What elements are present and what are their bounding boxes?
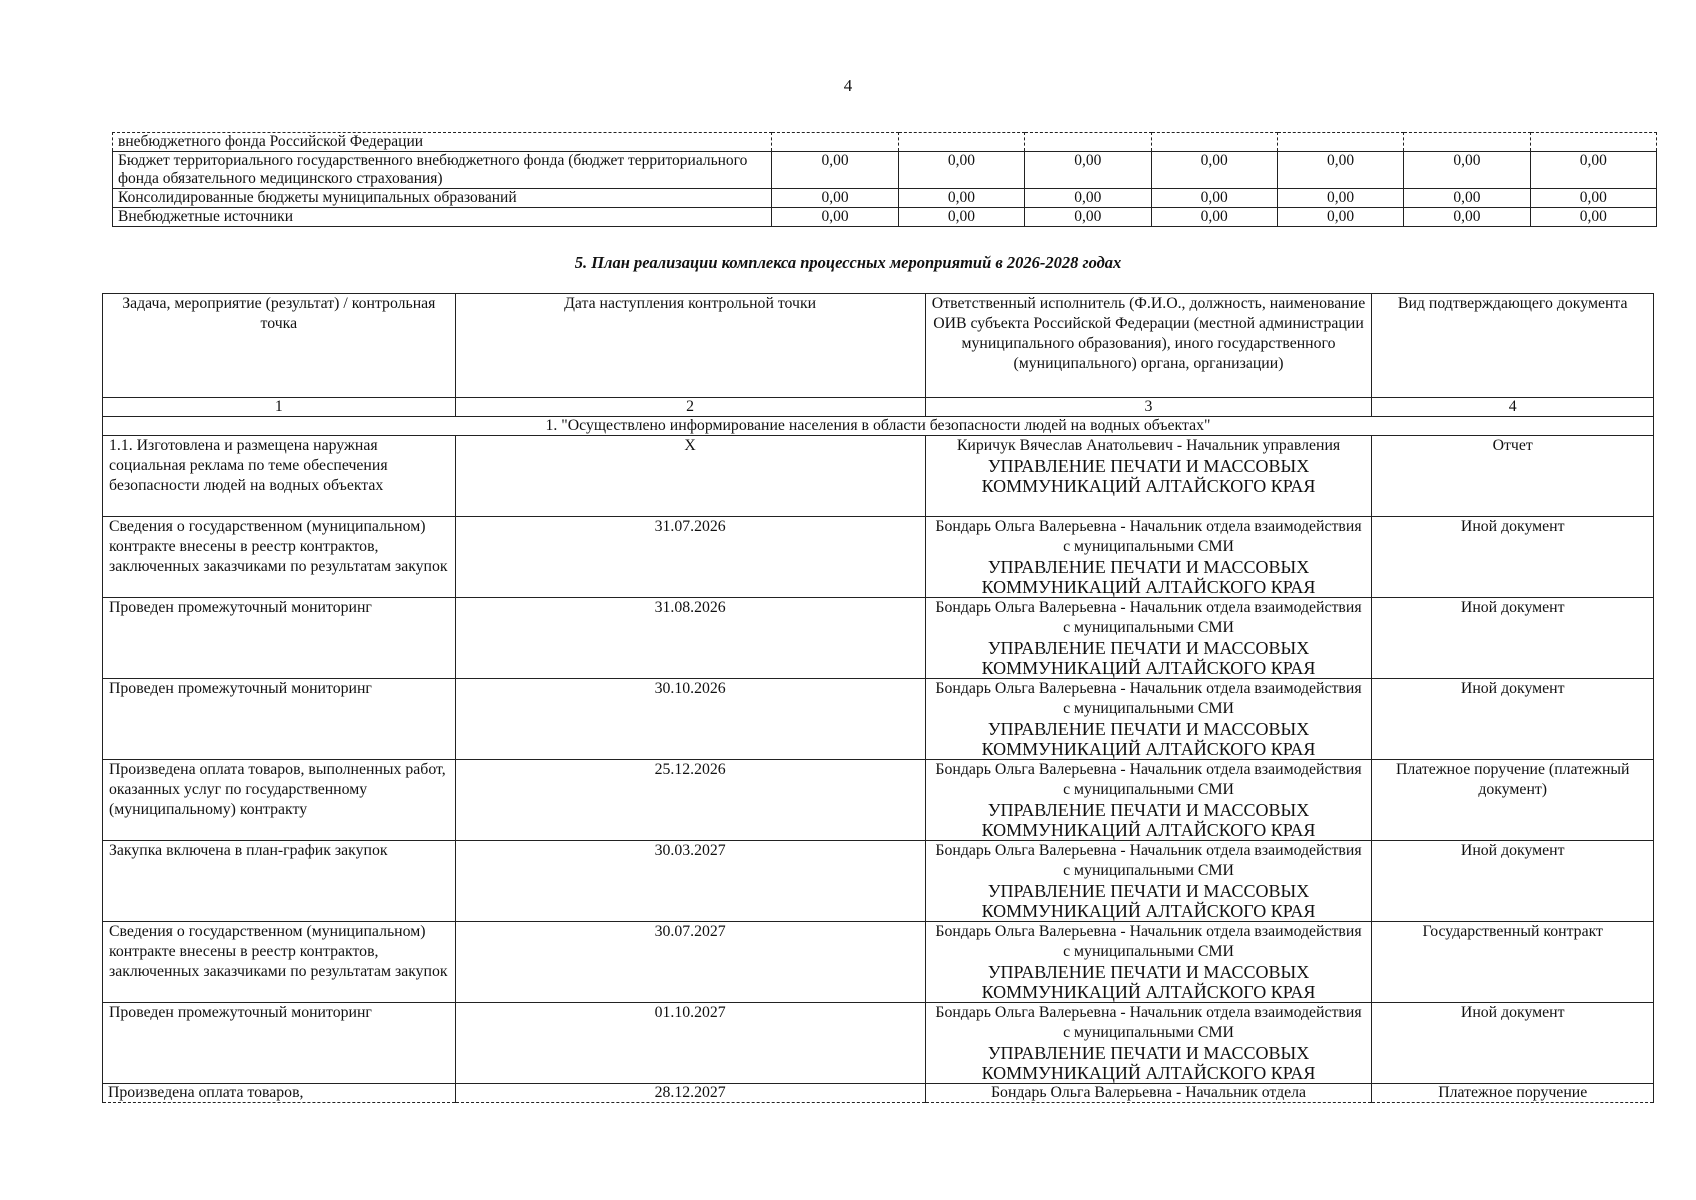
funding-value: 0,00 <box>1151 152 1277 189</box>
column-number: 2 <box>455 398 925 417</box>
plan-date: 28.12.2027 <box>455 1084 925 1103</box>
funding-value <box>898 133 1024 152</box>
plan-task: Проведен промежуточный мониторинг <box>103 1003 456 1084</box>
header-row <box>103 294 1654 398</box>
responsible-person: Бондарь Ольга Валерьевна - Начальник отдела взаимодействия с муниципальными СМИ <box>935 599 1362 636</box>
funding-value: 0,00 <box>898 208 1024 227</box>
funding-value <box>772 133 898 152</box>
plan-row <box>103 517 1654 598</box>
responsible-organization: УПРАВЛЕНИЕ ПЕЧАТИ И МАССОВЫХ КОММУНИКАЦИЙ АЛТАЙСКОГО КРАЯ <box>981 962 1316 1002</box>
responsible-organization: УПРАВЛЕНИЕ ПЕЧАТИ И МАССОВЫХ КОММУНИКАЦИЙ АЛТАЙСКОГО КРАЯ <box>981 456 1316 496</box>
plan-row <box>103 679 1654 760</box>
plan-date: 25.12.2026 <box>455 760 925 841</box>
plan-responsible <box>925 841 1372 922</box>
plan-responsible: Бондарь Ольга Валерьевна - Начальник отдела <box>925 1084 1372 1103</box>
plan-date: 30.10.2026 <box>455 679 925 760</box>
plan-task: Сведения о государственном (муниципальном) контракте внесены в реестр контрактов, заключенных заказчиками по результатам закупок <box>103 517 456 598</box>
plan-task: 1.1. Изготовлена и размещена наружная социальная реклама по теме обеспечения безопасности людей на водных объектах <box>103 436 456 517</box>
funding-value <box>1151 133 1277 152</box>
plan-document-type: Иной документ <box>1372 841 1654 922</box>
funding-sources-table <box>112 132 1657 227</box>
header-task: Задача, мероприятие (результат) / контрольная точка <box>103 294 456 398</box>
plan-document-type: Иной документ <box>1372 517 1654 598</box>
header-document: Вид подтверждающего документа <box>1372 294 1654 398</box>
responsible-organization: УПРАВЛЕНИЕ ПЕЧАТИ И МАССОВЫХ КОММУНИКАЦИЙ АЛТАЙСКОГО КРАЯ <box>981 638 1316 678</box>
responsible-person: Бондарь Ольга Валерьевна - Начальник отдела взаимодействия с муниципальными СМИ <box>935 518 1362 555</box>
section-title: 5. План реализации комплекса процессных мероприятий в 2026-2028 годах <box>574 253 1122 272</box>
plan-task: Сведения о государственном (муниципальном) контракте внесены в реестр контрактов, заключенных заказчиками по результатам закупок <box>103 922 456 1003</box>
plan-responsible <box>925 922 1372 1003</box>
page-number: 4 <box>843 76 853 95</box>
plan-responsible <box>925 760 1372 841</box>
funding-value <box>1404 133 1530 152</box>
column-number: 1 <box>103 398 456 417</box>
plan-task: Проведен промежуточный мониторинг <box>103 598 456 679</box>
plan-row <box>103 841 1654 922</box>
responsible-person: Бондарь Ольга Валерьевна - Начальник отдела взаимодействия с муниципальными СМИ <box>935 842 1362 879</box>
responsible-organization: УПРАВЛЕНИЕ ПЕЧАТИ И МАССОВЫХ КОММУНИКАЦИЙ АЛТАЙСКОГО КРАЯ <box>981 719 1316 759</box>
plan-date: 31.07.2026 <box>455 517 925 598</box>
plan-responsible <box>925 1003 1372 1084</box>
plan-date: 30.07.2027 <box>455 922 925 1003</box>
plan-document-type: Платежное поручение <box>1372 1084 1654 1103</box>
plan-row <box>103 1003 1654 1084</box>
funding-value: 0,00 <box>1277 152 1403 189</box>
funding-value: 0,00 <box>1404 189 1530 208</box>
plan-document-type: Иной документ <box>1372 598 1654 679</box>
responsible-organization: УПРАВЛЕНИЕ ПЕЧАТИ И МАССОВЫХ КОММУНИКАЦИЙ АЛТАЙСКОГО КРАЯ <box>981 1043 1316 1083</box>
funding-source: Бюджет территориального государственного внебюджетного фонда (бюджет территориального фонда обязательного медицинского страхования) <box>113 152 772 189</box>
plan-task: Проведен промежуточный мониторинг <box>103 679 456 760</box>
funding-value <box>1277 133 1403 152</box>
funding-value <box>1025 133 1151 152</box>
implementation-plan-table <box>102 293 1654 1103</box>
column-numbers-row <box>103 398 1654 417</box>
funding-source: внебюджетного фонда Российской Федерации <box>113 133 772 152</box>
header-date: Дата наступления контрольной точки <box>455 294 925 398</box>
funding-value: 0,00 <box>772 208 898 227</box>
funding-value: 0,00 <box>898 189 1024 208</box>
responsible-organization: УПРАВЛЕНИЕ ПЕЧАТИ И МАССОВЫХ КОММУНИКАЦИЙ АЛТАЙСКОГО КРАЯ <box>981 557 1316 597</box>
plan-row <box>103 436 1654 517</box>
funding-row <box>113 133 1657 152</box>
plan-task: Произведена оплата товаров, выполненных работ, оказанных услуг по государственному (муниципальному) контракту <box>103 760 456 841</box>
responsible-person: Бондарь Ольга Валерьевна - Начальник отдела взаимодействия с муниципальными СМИ <box>935 1004 1362 1041</box>
plan-responsible <box>925 517 1372 598</box>
funding-value: 0,00 <box>1151 189 1277 208</box>
funding-value: 0,00 <box>1277 189 1403 208</box>
funding-row <box>113 208 1657 227</box>
plan-date: 30.03.2027 <box>455 841 925 922</box>
responsible-person: Бондарь Ольга Валерьевна - Начальник отдела взаимодействия с муниципальными СМИ <box>935 923 1362 960</box>
responsible-organization: УПРАВЛЕНИЕ ПЕЧАТИ И МАССОВЫХ КОММУНИКАЦИЙ АЛТАЙСКОГО КРАЯ <box>981 881 1316 921</box>
funding-value: 0,00 <box>1025 189 1151 208</box>
task-title-row <box>103 417 1654 436</box>
funding-source: Консолидированные бюджеты муниципальных образований <box>113 189 772 208</box>
funding-value: 0,00 <box>1277 208 1403 227</box>
plan-document-type: Иной документ <box>1372 679 1654 760</box>
funding-value: 0,00 <box>1025 152 1151 189</box>
funding-value <box>1530 133 1656 152</box>
funding-row <box>113 189 1657 208</box>
responsible-organization: УПРАВЛЕНИЕ ПЕЧАТИ И МАССОВЫХ КОММУНИКАЦИЙ АЛТАЙСКОГО КРАЯ <box>981 800 1316 840</box>
plan-responsible <box>925 679 1372 760</box>
plan-row <box>103 922 1654 1003</box>
plan-task: Закупка включена в план-график закупок <box>103 841 456 922</box>
funding-value: 0,00 <box>1025 208 1151 227</box>
responsible-person: Бондарь Ольга Валерьевна - Начальник отдела взаимодействия с муниципальными СМИ <box>935 680 1362 717</box>
funding-value: 0,00 <box>1530 152 1656 189</box>
funding-value: 0,00 <box>772 189 898 208</box>
column-number: 3 <box>925 398 1372 417</box>
funding-value: 0,00 <box>1404 208 1530 227</box>
funding-value: 0,00 <box>1404 152 1530 189</box>
responsible-person: Киричук Вячеслав Анатольевич - Начальник управления <box>956 437 1341 454</box>
funding-value: 0,00 <box>1151 208 1277 227</box>
funding-value: 0,00 <box>1530 189 1656 208</box>
plan-date: X <box>455 436 925 517</box>
funding-source: Внебюджетные источники <box>113 208 772 227</box>
plan-date: 31.08.2026 <box>455 598 925 679</box>
funding-row <box>113 152 1657 189</box>
plan-responsible <box>925 598 1372 679</box>
funding-value: 0,00 <box>898 152 1024 189</box>
plan-date: 01.10.2027 <box>455 1003 925 1084</box>
responsible-person: Бондарь Ольга Валерьевна - Начальник отдела взаимодействия с муниципальными СМИ <box>935 761 1362 798</box>
plan-row <box>103 598 1654 679</box>
plan-row <box>103 760 1654 841</box>
plan-task: Произведена оплата товаров, <box>103 1084 456 1103</box>
plan-row-partial <box>103 1084 1654 1103</box>
plan-document-type: Платежное поручение (платежный документ) <box>1372 760 1654 841</box>
header-responsible: Ответственный исполнитель (Ф.И.О., должность, наименование ОИВ субъекта Российской Федерации (местной администрации муниципального образования), иного государственного (муниципального) органа, организации) <box>925 294 1372 398</box>
plan-responsible <box>925 436 1372 517</box>
task-title: 1. "Осуществлено информирование населения в области безопасности людей на водных объектах" <box>103 417 1654 436</box>
funding-value: 0,00 <box>772 152 898 189</box>
plan-document-type: Иной документ <box>1372 1003 1654 1084</box>
plan-document-type: Государственный контракт <box>1372 922 1654 1003</box>
plan-document-type: Отчет <box>1372 436 1654 517</box>
column-number: 4 <box>1372 398 1654 417</box>
funding-value: 0,00 <box>1530 208 1656 227</box>
